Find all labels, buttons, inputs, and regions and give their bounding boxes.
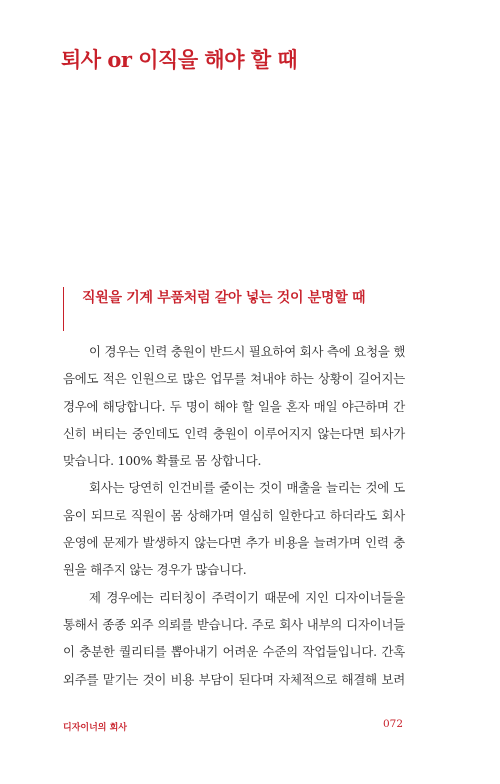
footer-page-number: 072	[382, 718, 403, 730]
text-line: 이 충분한 퀄리티를 뽑아내기 어려운 수준의 작업들입니다. 간혹	[63, 644, 405, 660]
text-line: 외주를 맡기는 것이 비용 부담이 된다며 자체적으로 해결해 보려	[63, 671, 405, 687]
paragraph-3	[63, 584, 405, 693]
text-line: 운영에 문제가 발생하지 않는다면 추가 비용을 늘려가며 인력 충	[63, 535, 405, 551]
chapter-title: 퇴사 or 이직을 해야 할 때	[61, 47, 298, 72]
text-line: 움이 되므로 직원이 몸 상해가며 열심히 일한다고 하더라도 회사	[63, 507, 405, 523]
text-line: 회사는 당연히 인건비를 줄이는 것이 매출을 늘리는 것에 도	[89, 480, 405, 496]
text-line: 이 경우는 인력 충원이 반드시 필요하여 회사 측에 요청을 했	[89, 344, 406, 359]
section-heading	[63, 287, 444, 331]
footer-book-title: 디자이너의 회사	[63, 723, 127, 733]
text-line: 경우에 해당합니다. 두 명이 해야 할 일을 혼자 매일 야근하며 간	[63, 398, 405, 414]
text-line: 맞습니다. 100% 확률로 몸 상합니다.	[63, 453, 262, 469]
paragraph-1	[63, 338, 405, 474]
paragraph-2	[63, 474, 405, 583]
text-line: 원을 해주지 않는 경우가 많습니다.	[63, 562, 247, 578]
text-line: 통해서 종종 외주 의뢰를 받습니다. 주로 회사 내부의 디자이너들	[63, 616, 405, 632]
text-line: 음에도 적은 인원으로 많은 업무를 쳐내야 하는 상황이 길어지는	[63, 371, 405, 387]
body-text	[63, 338, 405, 693]
text-line: 신히 버티는 중인데도 인력 충원이 이루어지지 않는다면 퇴사가	[63, 425, 405, 441]
text-line: 제 경우에는 리터칭이 주력이기 때문에 지인 디자이너들을	[89, 589, 405, 605]
section-heading-text: 직원을 기계 부품처럼 갈아 넣는 것이 분명할 때	[82, 290, 366, 306]
